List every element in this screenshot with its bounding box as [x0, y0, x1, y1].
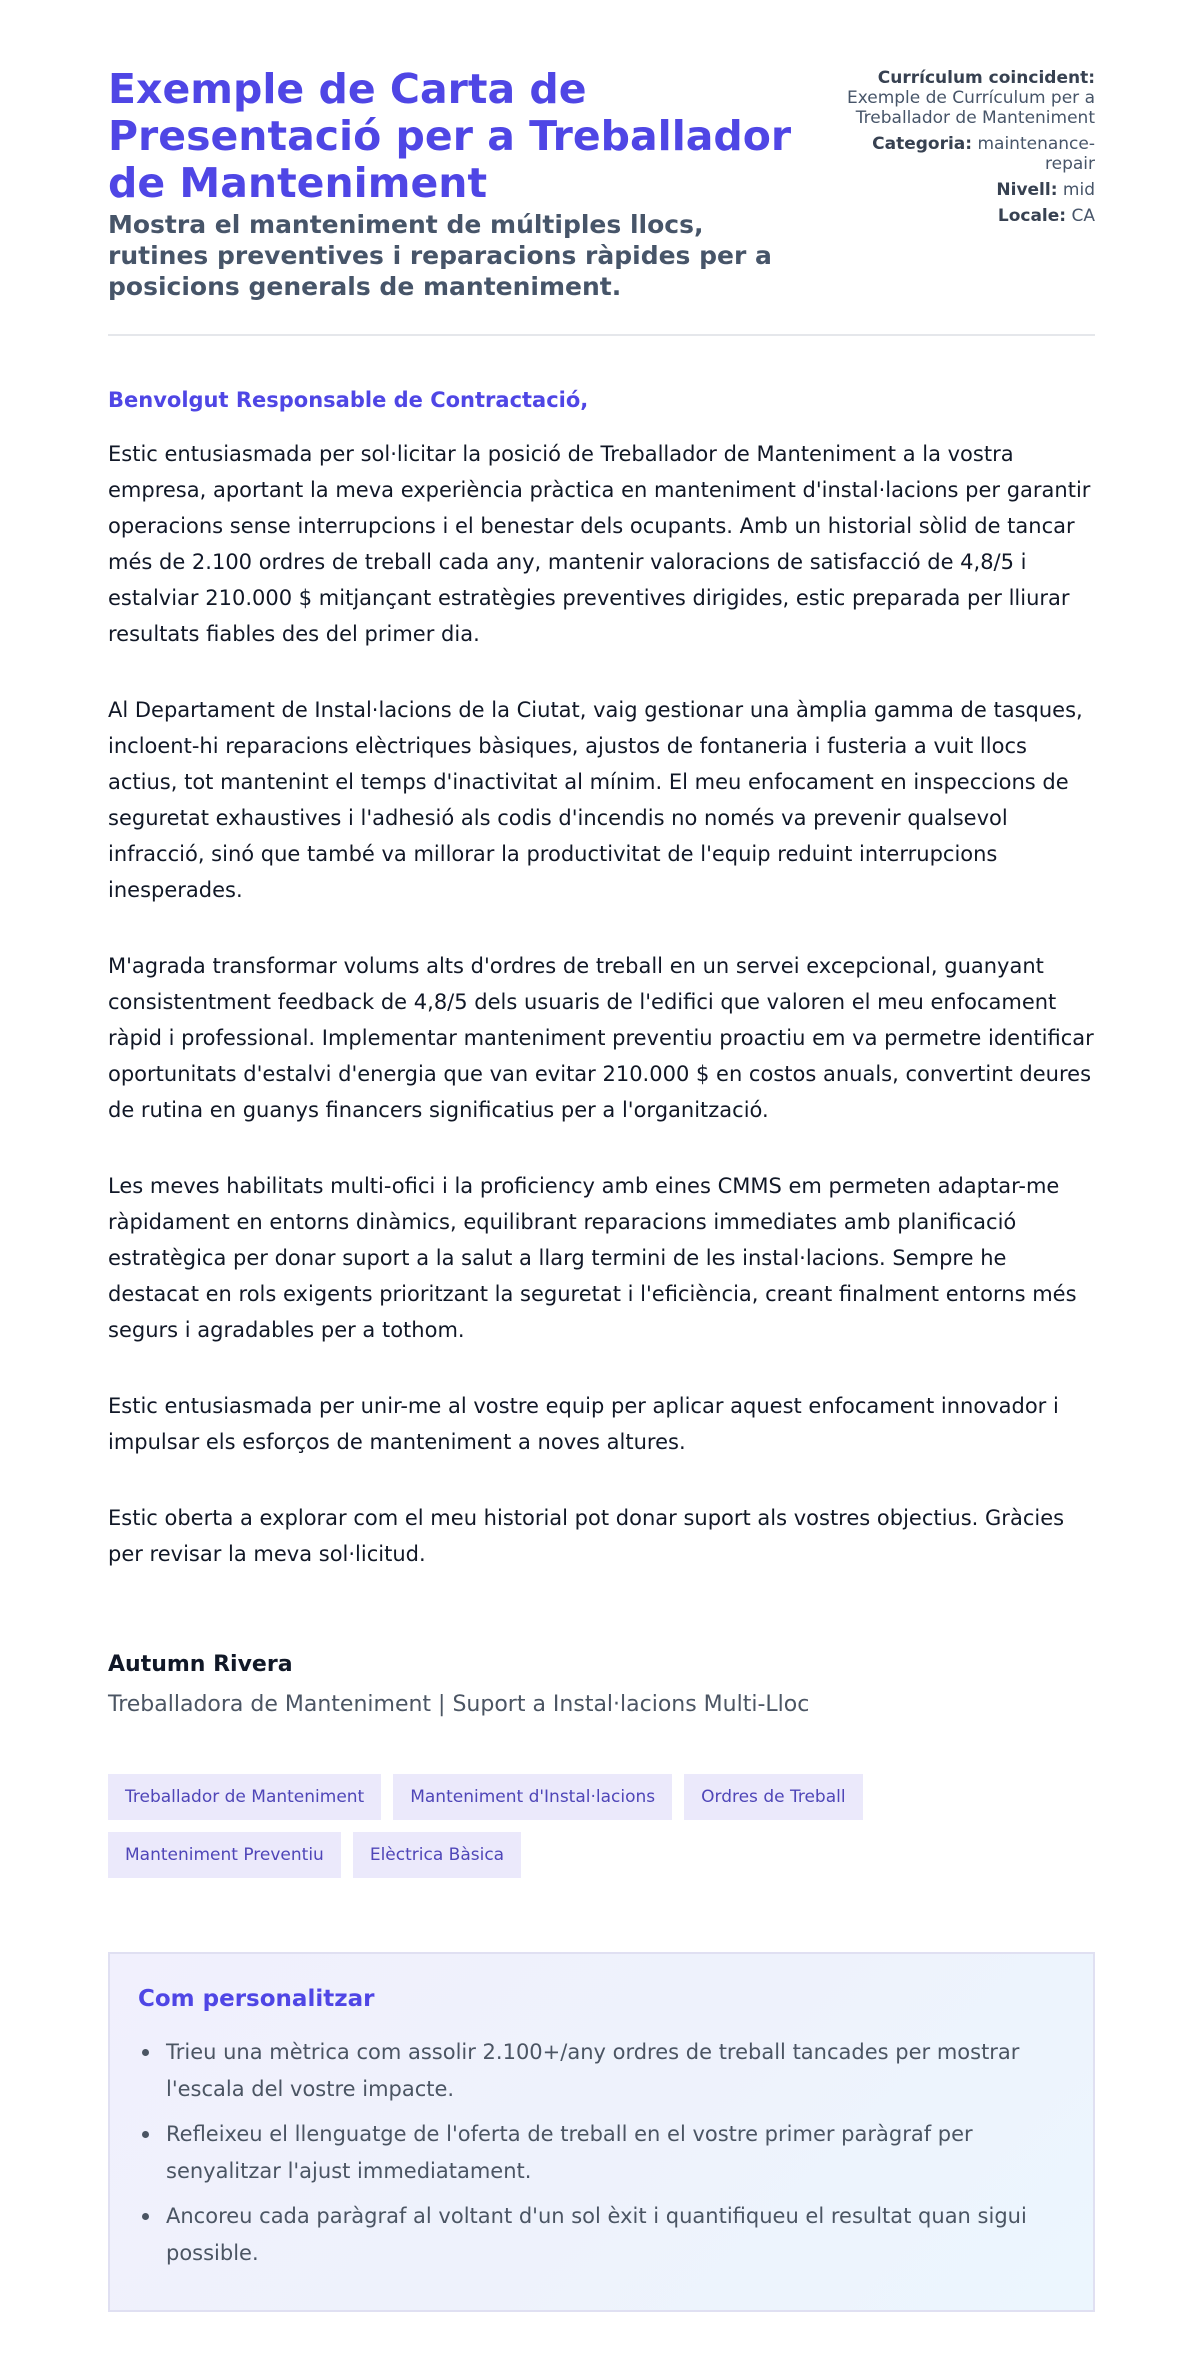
meta-panel [825, 68, 1095, 232]
meta-level-label: Nivell: [996, 180, 1058, 200]
meta-matching-resume [825, 68, 1095, 128]
tips-item: Trieu una mètrica com assolir 2.100+/any ordres de treball tancades per mostrar l'escala del vostre impacte. [138, 2034, 1065, 2108]
tag-basic-electrical: Elèctrica Bàsica [353, 1832, 521, 1878]
meta-category [825, 134, 1095, 174]
meta-level [825, 180, 1095, 200]
header-titles [108, 66, 808, 302]
tips-list [138, 2034, 1065, 2272]
letter-paragraphs [108, 436, 1095, 1572]
letter-paragraph: Les meves habilitats multi-ofici i la proficiency amb eines CMMS em permeten adaptar-me ràpidament en entorns dinàmics, equilibrant reparacions immediates amb planificació estratègica per donar suport a la salut a llarg termini de les instal·lacions. Sempre he destacat en rols exigents prioritzant la seguretat i l'eficiència, creant finalment entorns més segurs i agradables per a tothom. [108, 1174, 1077, 1342]
letter-paragraph: Al Departament de Instal·lacions de la Ciutat, vaig gestionar una àmplia gamma de tasques, incloent-hi reparacions elèctriques bàsiques, ajustos de fontaneria i fusteria a vuit llocs actius, tot mantenint el temps d'inactivitat al mínim. El meu enfocament en inspeccions de seguretat exhaustives i l'adhesió als codis d'incendis no només va prevenir qualsevol infracció, sinó que també va millorar la productivitat de l'equip reduint interrupcions inesperades. [108, 698, 1083, 902]
tag-work-orders: Ordres de Treball [684, 1774, 862, 1820]
meta-category-value: maintenance-repair [977, 134, 1095, 174]
meta-resume-value: Exemple de Currículum per a Treballador de Manteniment [846, 88, 1095, 128]
meta-locale-value: CA [1071, 206, 1095, 226]
letter-paragraph: Estic entusiasmada per sol·licitar la posició de Treballador de Manteniment a la vostra empresa, aportant la meva experiència pràctica en manteniment d'instal·lacions per garantir operacions sense interrupcions i el benestar dels ocupants. Amb un historial sòlid de tancar més de 2.100 ordres de treball cada any, mantenir valoracions de satisfacció de 4,8/5 i estalviar 210.000 $ mitjançant estratègies preventives dirigides, estic preparada per lliurar resultats fiables des del primer dia. [108, 442, 1091, 646]
tag-facilities-maintenance: Manteniment d'Instal·lacions [393, 1774, 672, 1820]
tips-item: Refleixeu el llenguatge de l'oferta de treball en el vostre primer paràgraf per senyalitzar l'ajust immediatament. [138, 2116, 1065, 2190]
tips-item: Ancoreu cada paràgraf al voltant d'un sol èxit i quantifiqueu el resultat quan sigui possible. [138, 2198, 1065, 2272]
page-header [108, 66, 1095, 336]
letter-paragraph: M'agrada transformar volums alts d'ordres de treball en un servei excepcional, guanyant consistentment feedback de 4,8/5 dels usuaris de l'edifici que valoren el meu enfocament ràpid i professional. Implementar manteniment preventiu proactiu em va permetre identificar oportunitats d'estalvi d'energia que van evitar 210.000 $ en costos anuals, convertint deures de rutina en guanys financers significatius per a l'organització. [108, 954, 1094, 1122]
signature-name: Autumn Rivera [108, 1652, 293, 1677]
tag-preventive-maintenance: Manteniment Preventiu [108, 1832, 341, 1878]
meta-locale-label: Locale: [997, 206, 1067, 226]
meta-resume-label: Currículum coincident: [877, 68, 1095, 88]
letter-paragraph: Estic entusiasmada per unir-me al vostre equip per aplicar aquest enfocament innovador i impulsar els esforços de manteniment a noves altures. [108, 1394, 1059, 1454]
meta-category-label: Categoria: [872, 134, 973, 154]
page-subtitle: Mostra el manteniment de múltiples llocs, rutines preventives i reparacions ràpides per a posicions generals de manteniment. [108, 210, 772, 301]
signature-title: Treballadora de Manteniment | Suport a Instal·lacions Multi-Lloc [108, 1692, 810, 1717]
letter-paragraph: Estic oberta a explorar com el meu historial pot donar suport als vostres objectius. Gràcies per revisar la meva sol·licitud. [108, 1506, 1065, 1566]
keyword-tags [108, 1774, 908, 1878]
letter-body [108, 386, 1095, 1572]
tag-maintenance-worker: Treballador de Manteniment [108, 1774, 381, 1820]
customization-tips-box [108, 1952, 1095, 2312]
page-title: Exemple de Carta de Presentació per a Treballador de Manteniment [108, 65, 792, 207]
meta-level-value: mid [1062, 180, 1095, 200]
tips-title: Com personalitzar [138, 1986, 375, 2012]
signature-block [108, 1650, 1095, 1720]
letter-greeting: Benvolgut Responsable de Contractació, [108, 388, 589, 412]
meta-locale [825, 206, 1095, 226]
